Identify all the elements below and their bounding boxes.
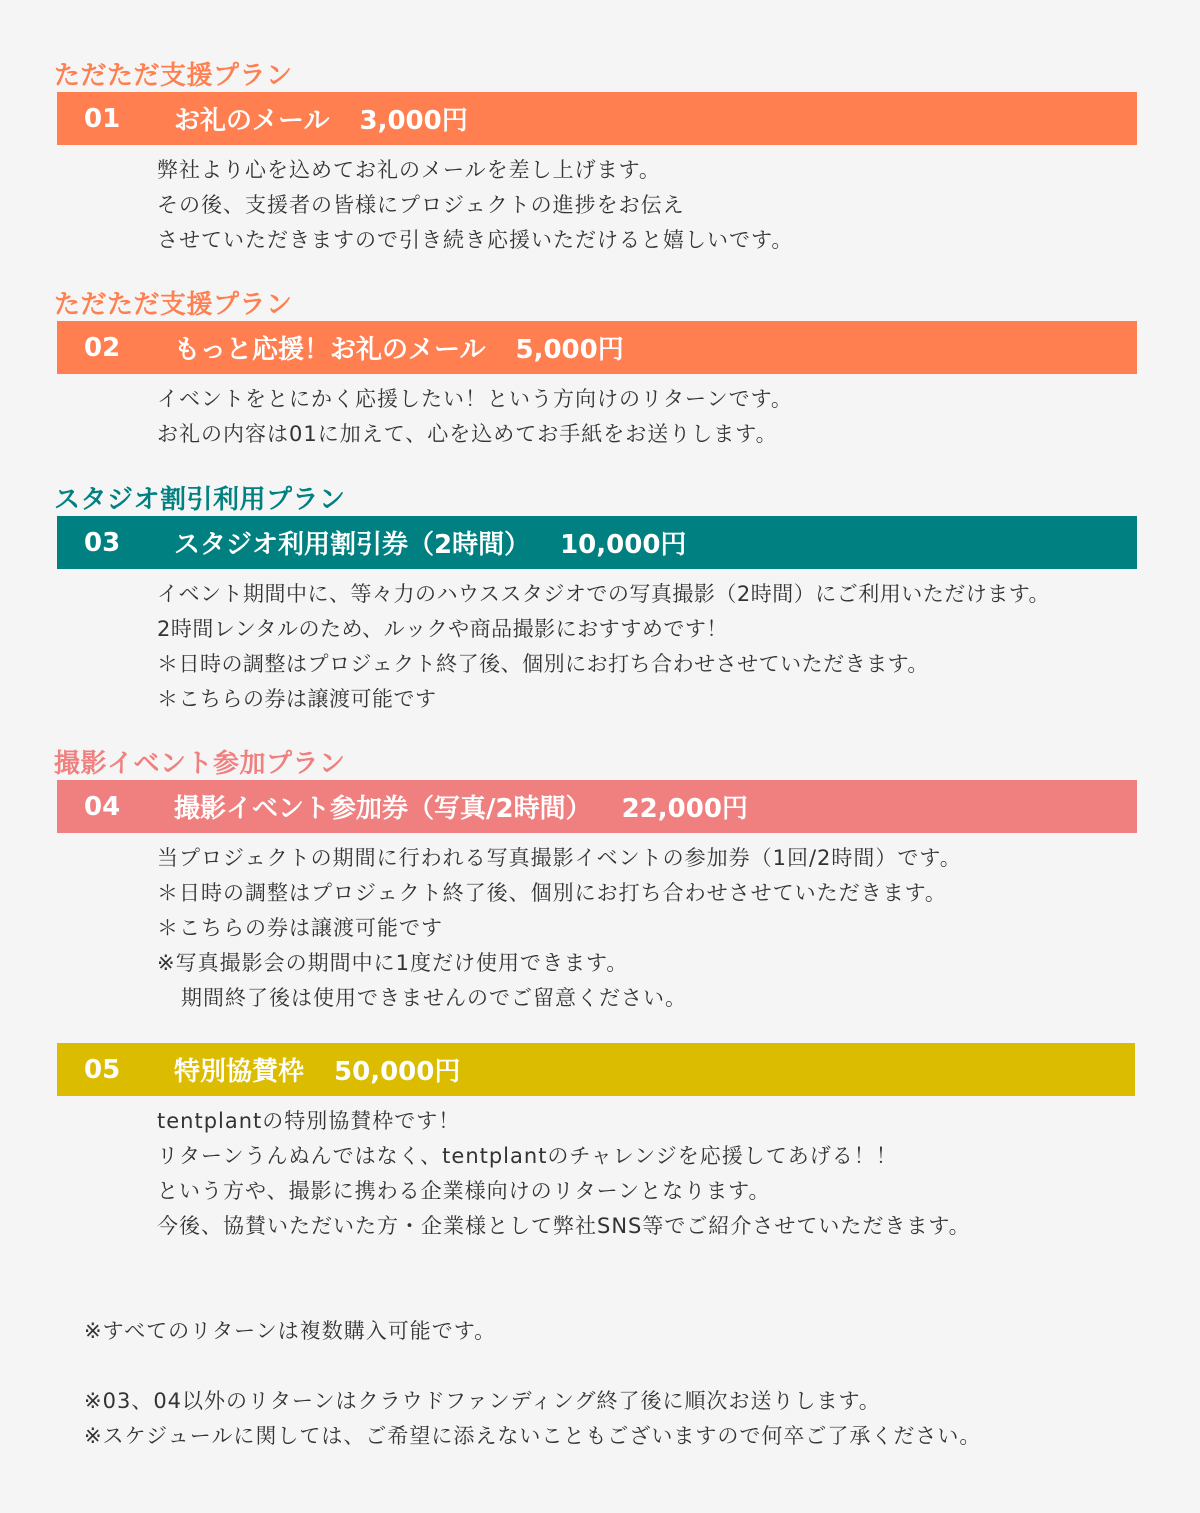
description-line: 弊社より心を込めてお礼のメールを差し上げます。: [157, 158, 661, 182]
plan-price: 50,000円: [334, 1057, 461, 1087]
description-line: 2時間レンタルのため、ルックや商品撮影におすすめです！: [157, 617, 728, 641]
category-label: スタジオ割引利用プラン: [54, 485, 346, 515]
note-line: ※スケジュールに関しては、ご希望に添えないこともございますので何卒ご了承ください。: [84, 1424, 982, 1448]
description-line: イベントをとにかく応援したい！という方向けのリターンです。: [157, 387, 793, 411]
plan-number: 05: [84, 1054, 121, 1085]
plan-header-bar: [57, 1043, 1135, 1096]
description-line: ＊こちらの券は譲渡可能です: [157, 687, 437, 711]
plan-description: [157, 1104, 971, 1244]
plan-number: 04: [84, 791, 121, 822]
plan-title: お礼のメール: [174, 106, 330, 136]
footer-notes: [84, 1314, 496, 1349]
plan-header-bar: [57, 92, 1137, 145]
plan-header-bar: [57, 321, 1137, 374]
plan-price: 3,000円: [359, 106, 468, 136]
description-line: 今後、協賛いただいた方・企業様として弊社SNS等でご紹介させていただきます。: [157, 1214, 971, 1238]
plan-title: 特別協賛枠: [174, 1057, 305, 1087]
description-line: という方や、撮影に携わる企業様向けのリターンとなります。: [157, 1179, 771, 1203]
description-line: ＊日時の調整はプロジェクト終了後、個別にお打ち合わせさせていただきます。: [157, 881, 947, 905]
description-line: させていただきますので引き続き応援いただけると嬉しいです。: [157, 228, 794, 252]
plan-number: 01: [84, 103, 121, 134]
note-line: ※すべてのリターンは複数購入可能です。: [84, 1319, 497, 1343]
plan-title: スタジオ利用割引券（2時間）: [174, 530, 531, 560]
description-line: ＊こちらの券は譲渡可能です: [157, 916, 443, 940]
plan-number: 03: [84, 527, 121, 558]
category-label: ただただ支援プラン: [54, 290, 293, 320]
description-line: 当プロジェクトの期間に行われる写真撮影イベントの参加券（1回/2時間）です。: [157, 846, 962, 870]
plan-header-bar: [57, 780, 1137, 833]
plan-number: 02: [84, 332, 121, 363]
plan-description: [157, 577, 1050, 717]
plan-header-bar: [57, 516, 1137, 569]
footer-notes-shipping: [84, 1384, 981, 1454]
description-line: リターンうんぬんではなく、tentplantのチャレンジを応援してあげる！！: [157, 1144, 898, 1168]
plan-description: [157, 153, 793, 258]
description-line: ＊日時の調整はプロジェクト終了後、個別にお打ち合わせさせていただきます。: [157, 652, 929, 676]
description-line: イベント期間中に、等々力のハウススタジオでの写真撮影（2時間）にご利用いただけます。: [157, 582, 1051, 606]
plan-description: [157, 382, 793, 452]
plan-price: 10,000円: [560, 530, 687, 560]
category-label: 撮影イベント参加プラン: [54, 749, 346, 779]
plan-price: 5,000円: [515, 335, 624, 365]
description-line: 期間終了後は使用できませんのでご留意ください。: [181, 986, 687, 1010]
description-line: ※写真撮影会の期間中に1度だけ使用できます。: [157, 951, 629, 975]
description-line: tentplantの特別協賛枠です！: [157, 1109, 461, 1133]
description-line: その後、支援者の皆様にプロジェクトの進捗をお伝え: [157, 193, 685, 217]
description-line: お礼の内容は01に加えて、心を込めてお手紙をお送りします。: [157, 422, 778, 446]
note-line: ※03、04以外のリターンはクラウドファンディング終了後に順次お送りします。: [84, 1389, 881, 1413]
category-label: ただただ支援プラン: [54, 61, 293, 91]
plan-description: [157, 841, 962, 1016]
plan-title: もっと応援！お礼のメール: [174, 335, 486, 365]
plan-price: 22,000円: [621, 794, 748, 824]
plan-title: 撮影イベント参加券（写真/2時間）: [174, 794, 592, 824]
